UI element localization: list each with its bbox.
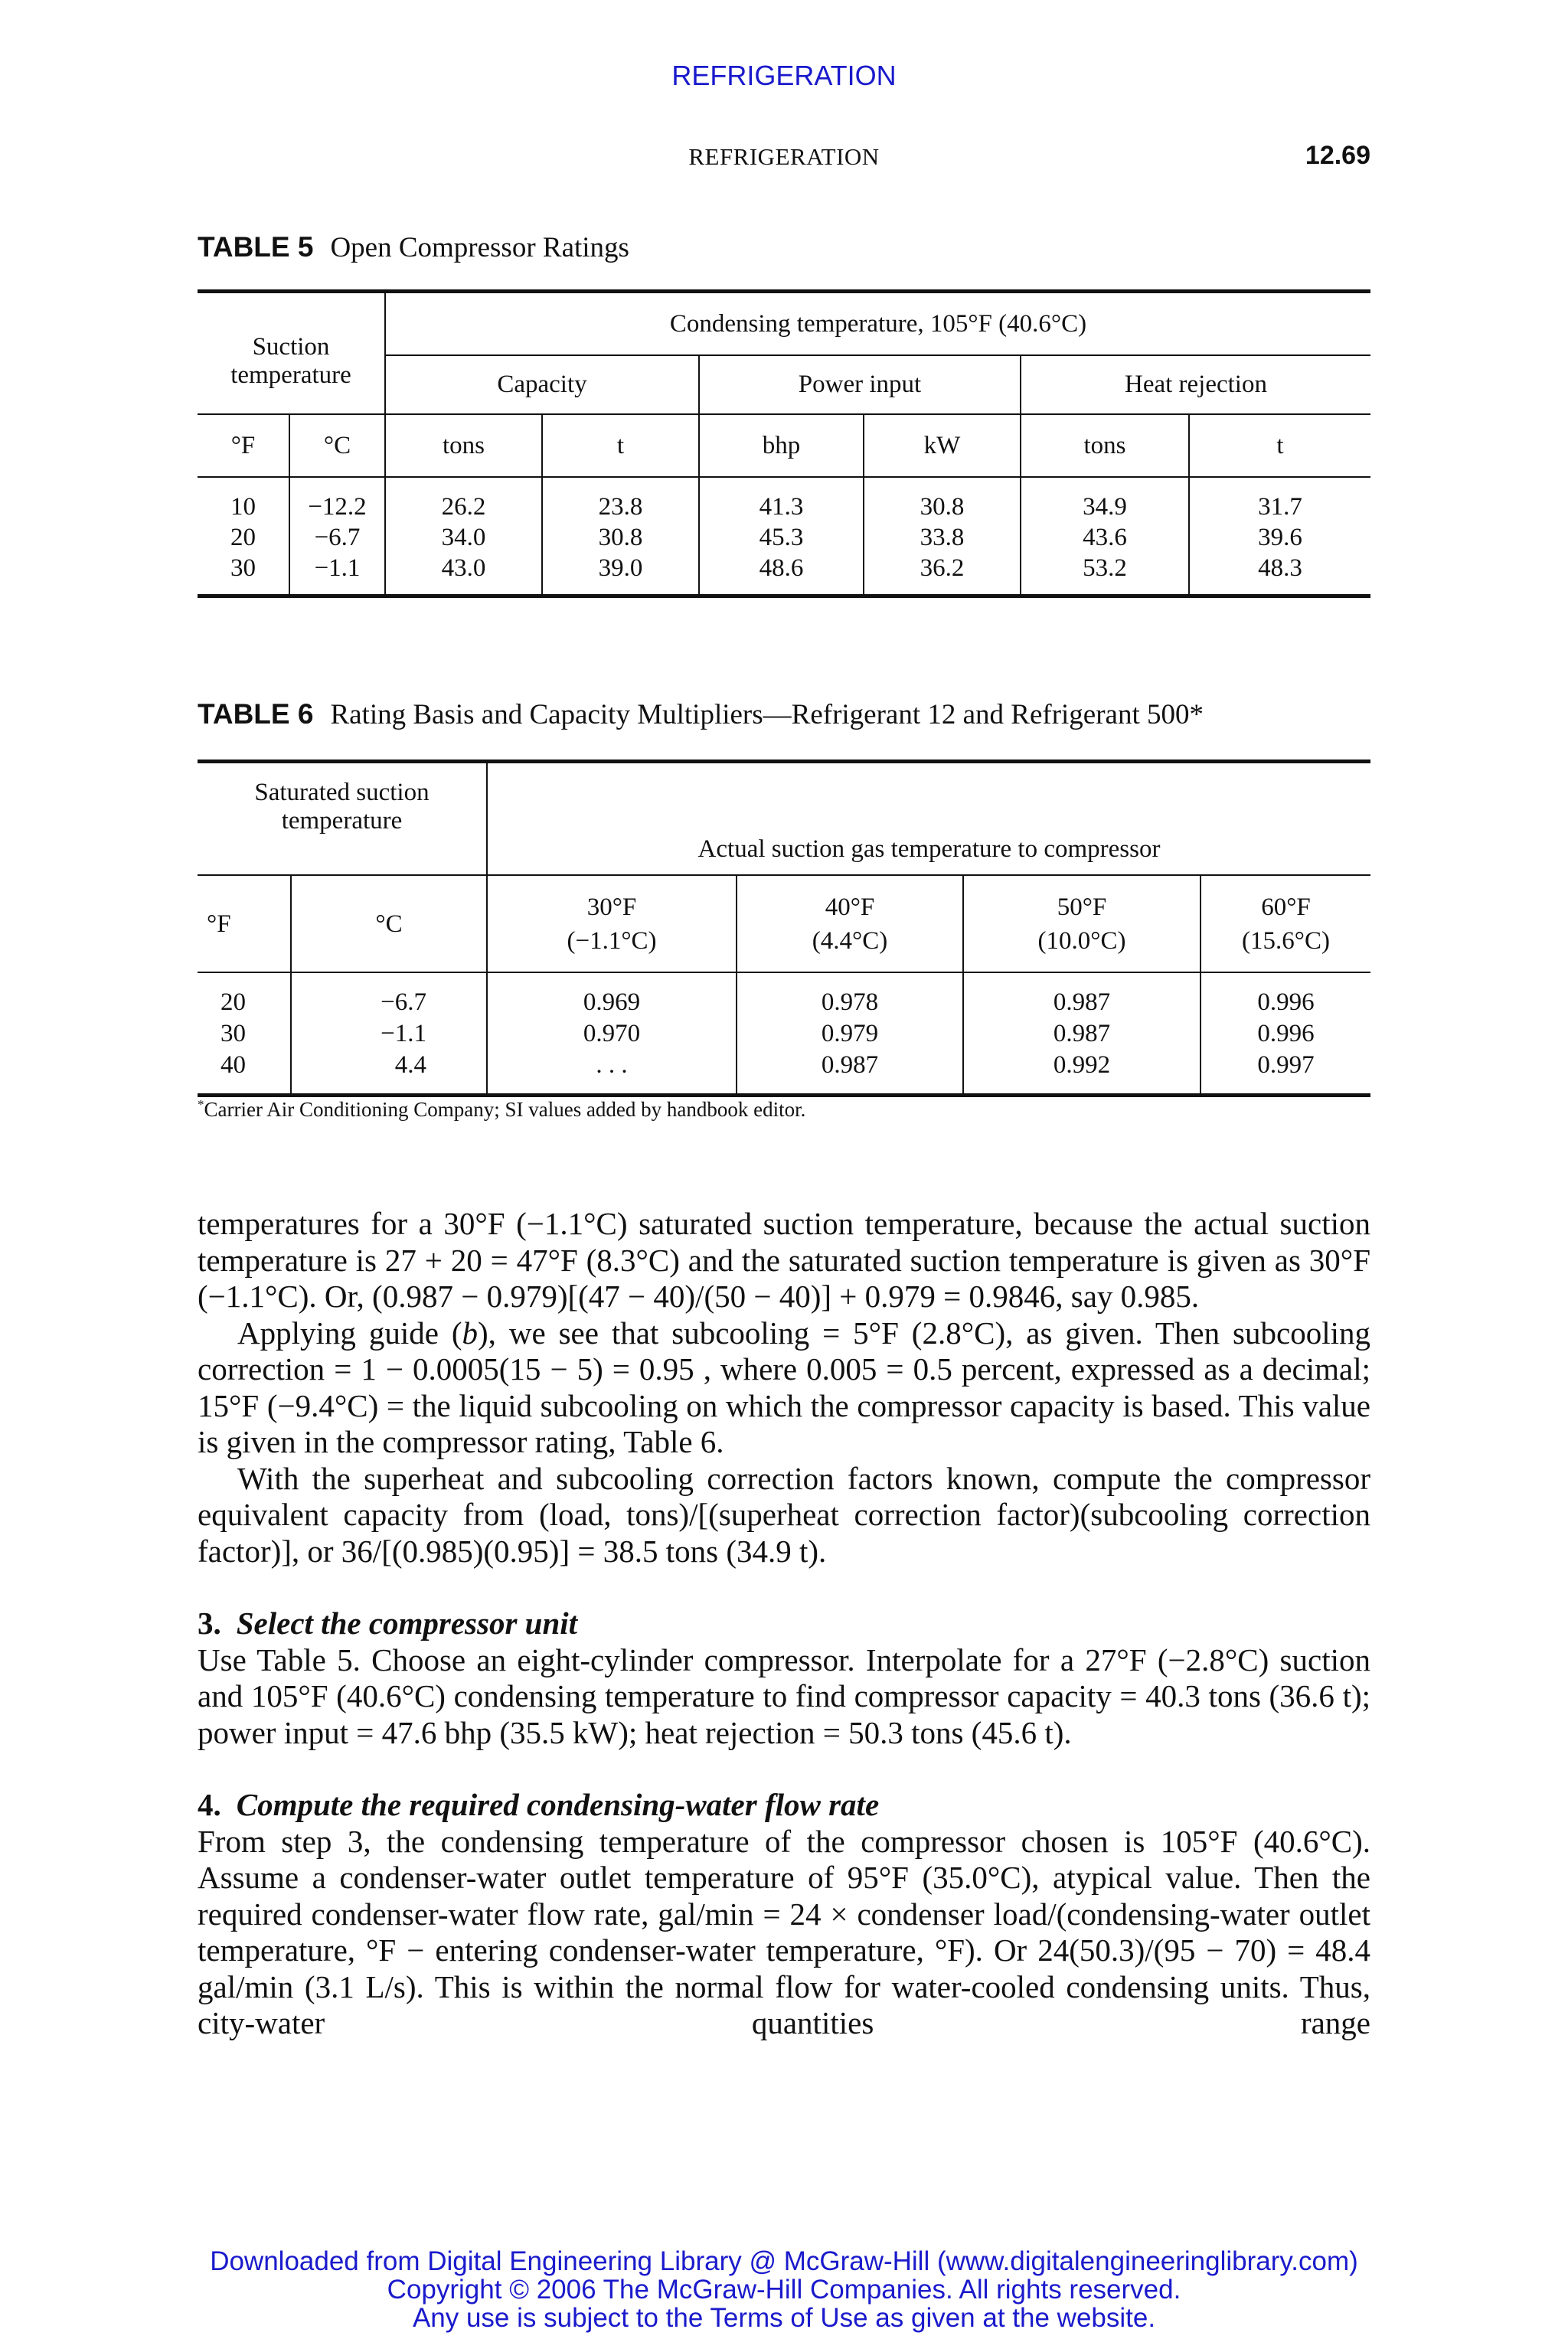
table5-unit: °C	[289, 414, 385, 477]
step-heading	[198, 1606, 1370, 1642]
table-row	[198, 1050, 1370, 1096]
table5-unit: tons	[1021, 414, 1189, 477]
footer-line: Any use is subject to the Terms of Use as given at the website.	[412, 2303, 1156, 2333]
table5-cell: 10	[198, 477, 289, 522]
table5-cell: 41.3	[699, 477, 864, 522]
table5-cell: 43.0	[385, 553, 542, 596]
table6-label: TABLE 6	[198, 698, 314, 730]
table5-cell: −1.1	[289, 553, 385, 596]
table-row	[198, 553, 1370, 596]
body-text	[198, 1206, 1370, 2042]
table5-cell: 36.2	[864, 553, 1021, 596]
table6-cell: 30	[198, 1018, 291, 1050]
table6-cell: 20	[198, 972, 291, 1018]
table5-cell: 39.0	[542, 553, 699, 596]
table5-cell: −12.2	[289, 477, 385, 522]
table6-col-c: (4.4°C)	[812, 926, 888, 955]
table-row	[198, 522, 1370, 553]
table5-unit: bhp	[699, 414, 864, 477]
footer-line: Copyright © 2006 The McGraw-Hill Companies. All rights reserved.	[387, 2275, 1181, 2305]
table6-col-c: (10.0°C)	[1037, 926, 1126, 955]
paragraph-segment: ), we see that subcooling = 5°F (2.8°C), as given. Then subcooling correction = 1 − 0.0005(15 − 5) = 0.95 , where 0.005 = 0.5 percent, expressed as a decimal; 15°F (−9.4°C) = the liquid subcooling on which the compressor capacity is based. This value is given in the compressor rating, Table 6.	[198, 1315, 1370, 1459]
table6-cell: 0.997	[1257, 1051, 1315, 1079]
table6-cell: 0.992	[963, 1050, 1200, 1096]
table5-caption	[198, 231, 629, 264]
step-title: Compute the required condensing-water flow rate	[236, 1787, 880, 1822]
table6-saturated-header-line1: Saturated suction	[254, 779, 430, 806]
table-row	[198, 1018, 1370, 1050]
table6-cell: −1.1	[291, 1018, 487, 1050]
table6-col-c: (−1.1°C)	[567, 926, 657, 955]
footnote-mark: *	[198, 1097, 204, 1112]
table5-cell: 53.2	[1021, 553, 1189, 596]
table5-label: TABLE 5	[198, 231, 314, 263]
table5-suction-header	[198, 292, 385, 415]
table5-cell: 30.8	[864, 477, 1021, 522]
table5-unit: t	[1189, 414, 1370, 477]
table6-col-header	[963, 875, 1200, 972]
table6-cell: 0.996	[1257, 988, 1315, 1016]
table5-cell: 34.0	[385, 522, 542, 553]
step-number: 4.	[198, 1787, 221, 1822]
table5-cell: 34.9	[1021, 477, 1189, 522]
table6-col-c: (15.6°C)	[1242, 926, 1330, 955]
table5-cell: 43.6	[1021, 522, 1189, 553]
table5-suction-header-line2: temperature	[230, 361, 351, 389]
table5-unit: t	[542, 414, 699, 477]
table6-cell: 0.987	[737, 1050, 963, 1096]
step-title: Select the compressor unit	[236, 1606, 578, 1641]
table5-group-heat-rejection: Heat rejection	[1021, 355, 1370, 414]
table6-saturated-header-line2: temperature	[281, 807, 403, 835]
table6-col-f: 30°F	[586, 893, 637, 921]
table6-col-header	[487, 875, 737, 972]
footnote-text: Carrier Air Conditioning Company; SI values added by handbook editor.	[204, 1098, 806, 1121]
table5-cell: 48.6	[699, 553, 864, 596]
table6-cell: . . .	[487, 1050, 737, 1096]
table6-cell: 0.979	[737, 1018, 963, 1050]
table6-cell: 4.4	[291, 1050, 487, 1096]
table5-title: Open Compressor Ratings	[330, 232, 629, 263]
table5-cell: 26.2	[385, 477, 542, 522]
table6-unit: °C	[291, 875, 487, 972]
table5-suction-header-line1: Suction	[252, 332, 330, 361]
step-heading	[198, 1787, 1370, 1824]
download-footer	[0, 2247, 1568, 2332]
table5-unit: kW	[864, 414, 1021, 477]
top-banner-title: REFRIGERATION	[671, 60, 897, 91]
paragraph: From step 3, the condensing temperature of the compressor chosen is 105°F (40.6°C). Assume a condenser-water outlet temperature of 95°F (35.0°C), atypical value. Then the required condenser-water flow rate, gal/min = 24 × condenser load/(condensing-water outlet temperature, °F − entering condenser-water temperature, °F). Or 24(50.3)/(95 − 70) = 48.4 gal/min (3.1 L/s). This is within the normal flow for water-cooled condensing units. Thus, city-water quantities range	[198, 1823, 1370, 2040]
table6-cell: −6.7	[291, 972, 487, 1018]
paragraph: temperatures for a 30°F (−1.1°C) saturated suction temperature, because the actual suction temperature is 27 + 20 = 47°F (8.3°C) and the saturated suction temperature is given as 30°F (−1.1°C). Or, (0.987 − 0.979)[(47 − 40)/(50 − 40)] + 0.979 = 0.9846, say 0.985.	[198, 1206, 1370, 1314]
table6	[198, 760, 1370, 1097]
table6-actual-header: Actual suction gas temperature to compressor	[487, 762, 1370, 876]
table5-cell: 30.8	[542, 522, 699, 553]
step-number: 3.	[198, 1606, 221, 1641]
table6-unit: °F	[198, 875, 291, 972]
table6-col-f: 60°F	[1261, 893, 1311, 921]
table5-group-capacity: Capacity	[385, 355, 699, 414]
table-row	[198, 972, 1370, 1018]
table5-unit: °F	[198, 414, 289, 477]
paragraph-segment: Applying guide (	[237, 1315, 462, 1351]
table5-cell: 20	[198, 522, 289, 553]
table5-condensing-header: Condensing temperature, 105°F (40.6°C)	[385, 292, 1370, 356]
table6-cell: 0.969	[487, 972, 737, 1018]
table6-col-header	[737, 875, 963, 972]
table6-cell: 0.987	[963, 1018, 1200, 1050]
table6-col-header	[1200, 875, 1370, 972]
paragraph	[198, 1315, 1370, 1461]
table5	[198, 289, 1370, 598]
table5-cell: 39.6	[1258, 524, 1302, 551]
table5-cell: 23.8	[542, 477, 699, 522]
table6-footnote	[198, 1097, 805, 1122]
table6-saturated-header	[198, 762, 487, 876]
table5-cell: 30	[198, 553, 289, 596]
table6-cell: 40	[198, 1050, 291, 1096]
table-row	[198, 477, 1370, 522]
table6-cell: 0.978	[737, 972, 963, 1018]
footer-line: Downloaded from Digital Engineering Library @ McGraw-Hill (www.digitalengineeringlibrary.com)	[210, 2246, 1358, 2276]
table6-caption	[198, 698, 1204, 731]
paragraph: Use Table 5. Choose an eight-cylinder compressor. Interpolate for a 27°F (−2.8°C) suction and 105°F (40.6°C) condensing temperature to find compressor capacity = 40.3 tons (36.6 t); power input = 47.6 bhp (35.5 kW); heat rejection = 50.3 tons (45.6 t).	[198, 1642, 1370, 1750]
guide-letter: b	[462, 1315, 478, 1351]
page-number: 12.69	[1305, 141, 1370, 170]
running-head: REFRIGERATION	[688, 143, 880, 170]
table6-cell: 0.996	[1257, 1020, 1315, 1047]
table6-col-f: 40°F	[825, 893, 875, 921]
table6-cell: 0.970	[487, 1018, 737, 1050]
table5-cell: 45.3	[699, 522, 864, 553]
table6-cell: 0.987	[963, 972, 1200, 1018]
table5-cell: −6.7	[289, 522, 385, 553]
paragraph: With the superheat and subcooling correction factors known, compute the compressor equivalent capacity from (load, tons)/[(superheat correction factor)(subcooling correction factor)], or 36/[(0.985)(0.95)] = 38.5 tons (34.9 t).	[198, 1460, 1370, 1569]
table5-unit: tons	[385, 414, 542, 477]
table5-cell: 33.8	[864, 522, 1021, 553]
table5-cell: 31.7	[1258, 493, 1302, 521]
table5-group-power-input: Power input	[699, 355, 1021, 414]
table6-title: Rating Basis and Capacity Multipliers—Refrigerant 12 and Refrigerant 500*	[330, 699, 1204, 730]
table6-col-f: 50°F	[1057, 893, 1107, 921]
table5-cell: 48.3	[1258, 554, 1302, 582]
